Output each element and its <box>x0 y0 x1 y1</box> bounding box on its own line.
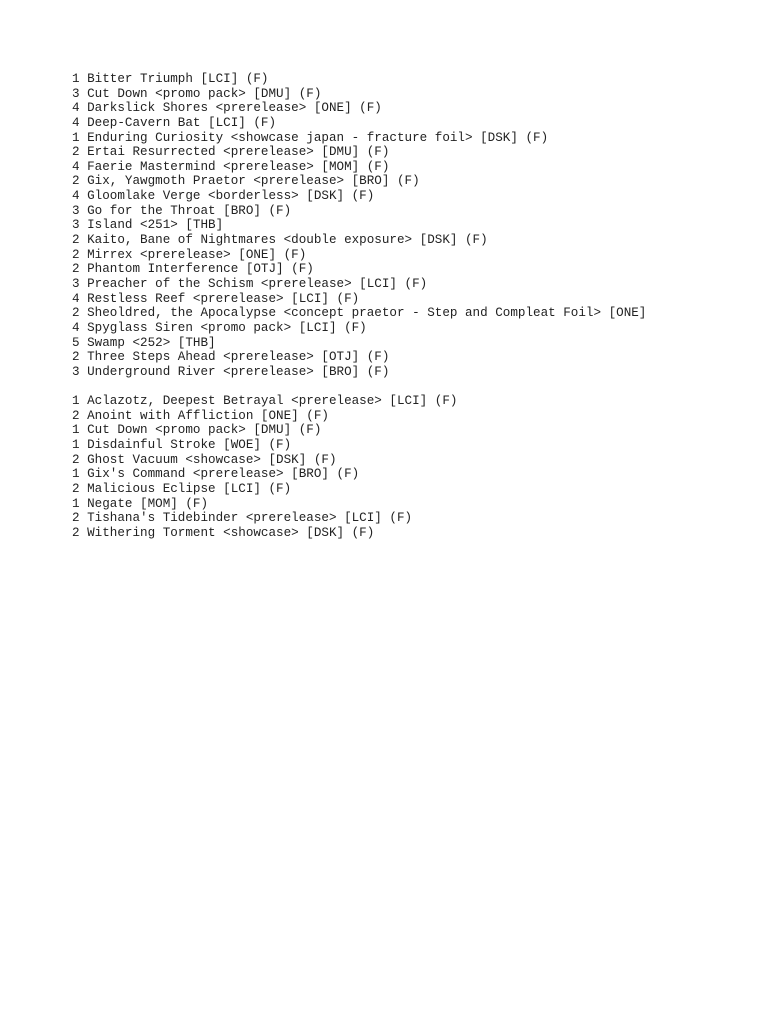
sideboard-section <box>72 394 748 540</box>
card-line: 3 Underground River <prerelease> [BRO] (F) <box>72 364 390 379</box>
card-line: 2 Tishana's Tidebinder <prerelease> [LCI] (F) <box>72 511 413 526</box>
card-line: 2 Withering Torment <showcase> [DSK] (F) <box>72 525 375 540</box>
card-line: 4 Faerie Mastermind <prerelease> [MOM] (F) <box>72 159 390 174</box>
card-line: 1 Gix's Command <prerelease> [BRO] (F) <box>72 467 360 482</box>
card-line: 2 Kaito, Bane of Nightmares <double exposure> [DSK] (F) <box>72 233 488 248</box>
card-line: 1 Disdainful Stroke [WOE] (F) <box>72 437 292 452</box>
card-line: 2 Ertai Resurrected <prerelease> [DMU] (F) <box>72 145 390 160</box>
decklist-document <box>72 72 748 540</box>
card-line: 4 Deep-Cavern Bat [LCI] (F) <box>72 115 277 130</box>
card-line: 2 Three Steps Ahead <prerelease> [OTJ] (F) <box>72 350 390 365</box>
card-line: 3 Preacher of the Schism <prerelease> [LCI] (F) <box>72 276 428 291</box>
mainboard-section <box>72 72 748 379</box>
card-line: 3 Go for the Throat [BRO] (F) <box>72 203 292 218</box>
card-line: 2 Phantom Interference [OTJ] (F) <box>72 262 314 277</box>
card-line: 1 Negate [MOM] (F) <box>72 496 209 511</box>
card-line: 3 Island <251> [THB] <box>72 218 224 233</box>
card-line: 2 Sheoldred, the Apocalypse <concept praetor - Step and Compleat Foil> [ONE] <box>72 306 647 321</box>
card-line: 1 Enduring Curiosity <showcase japan - fracture foil> [DSK] (F) <box>72 130 549 145</box>
card-line: 4 Restless Reef <prerelease> [LCI] (F) <box>72 291 360 306</box>
card-line: 1 Cut Down <promo pack> [DMU] (F) <box>72 423 322 438</box>
card-line: 2 Mirrex <prerelease> [ONE] (F) <box>72 247 307 262</box>
card-line: 4 Spyglass Siren <promo pack> [LCI] (F) <box>72 320 367 335</box>
card-line: 2 Anoint with Affliction [ONE] (F) <box>72 408 329 423</box>
card-line: 3 Cut Down <promo pack> [DMU] (F) <box>72 86 322 101</box>
card-line: 2 Gix, Yawgmoth Praetor <prerelease> [BRO] (F) <box>72 174 420 189</box>
card-line: 1 Aclazotz, Deepest Betrayal <prerelease> [LCI] (F) <box>72 394 458 409</box>
card-line: 2 Ghost Vacuum <showcase> [DSK] (F) <box>72 452 337 467</box>
card-line: 4 Darkslick Shores <prerelease> [ONE] (F) <box>72 101 382 116</box>
card-line: 2 Malicious Eclipse [LCI] (F) <box>72 481 292 496</box>
card-line: 1 Bitter Triumph [LCI] (F) <box>72 72 269 86</box>
card-line: 4 Gloomlake Verge <borderless> [DSK] (F) <box>72 189 375 204</box>
card-line: 5 Swamp <252> [THB] <box>72 335 216 350</box>
